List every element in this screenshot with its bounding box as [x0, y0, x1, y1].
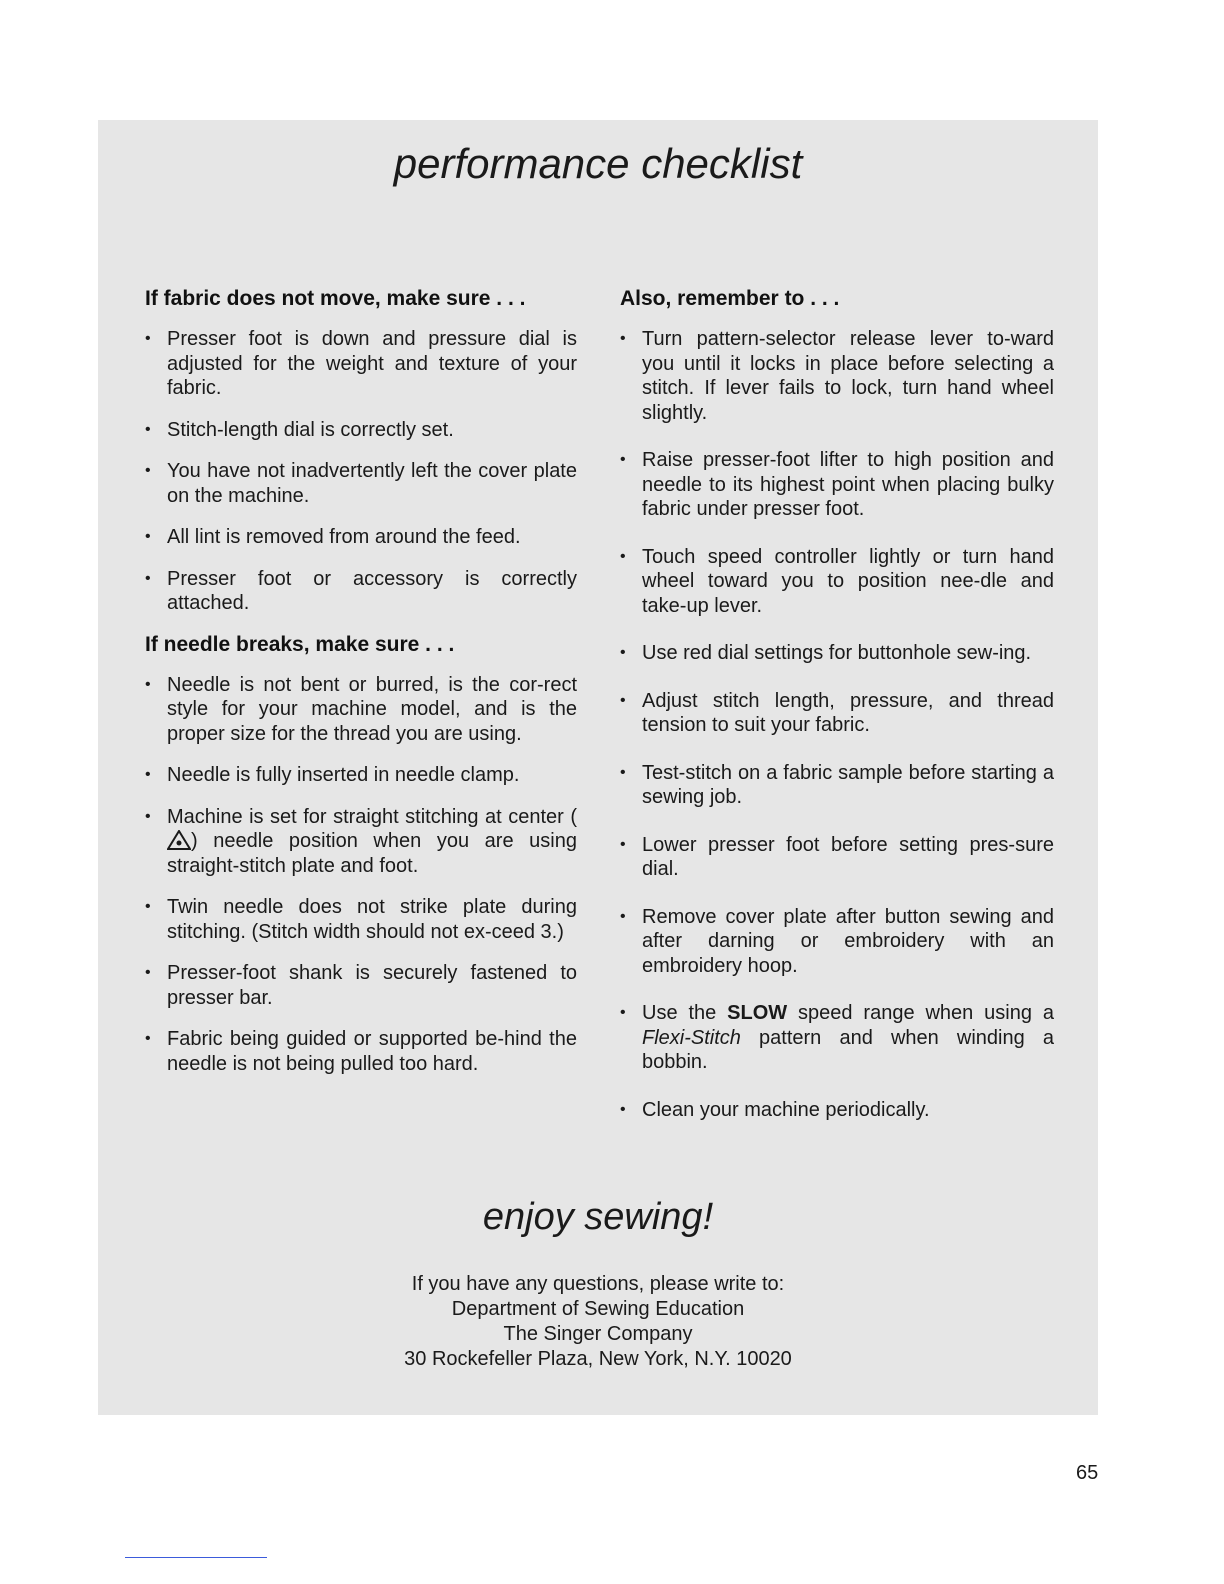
bullet: •: [620, 547, 626, 565]
list-item: • Use red dial settings for buttonhole sew-ing.: [620, 642, 1032, 664]
list-item: • Turn pattern-selector release lever to-ward you until it locks in place before selecting a stitch. If lever fails to lock, turn hand wheel slightly.: [620, 328, 1054, 424]
list-item: • Needle is fully inserted in needle clamp.: [145, 764, 520, 786]
bullet: •: [620, 1100, 626, 1118]
bullet: •: [620, 907, 626, 925]
list-item: • Presser foot or accessory is correctly attached.: [145, 567, 577, 614]
list-item: • Use the SLOW speed range when using a Flexi-Stitch pattern and when winding a bobbin.: [620, 1002, 1054, 1073]
list-item: • Remove cover plate after button sewing and after darning or embroidery with an embroidery hoop.: [620, 905, 1054, 977]
bullet: •: [620, 451, 626, 468]
list-item: • Raise presser-foot lifter to high position and needle to its highest point when placing bulky fabric under presser foot.: [620, 449, 1054, 520]
needle-position-triangle-icon: [167, 830, 191, 850]
list-item: • Lower presser foot before setting pres-sure dial.: [620, 833, 1054, 880]
footer-rule: [125, 1557, 267, 1558]
list-item: • Presser-foot shank is securely fastened to presser bar.: [145, 962, 577, 1009]
left-column: [145, 287, 577, 1093]
list-item: • Twin needle does not strike plate during stitching. (Stitch width should not ex-ceed 3.): [145, 896, 577, 943]
contact-line: 30 Rockefeller Plaza, New York, N.Y. 10020: [404, 1348, 792, 1370]
list-item: • Clean your machine periodically.: [620, 1098, 930, 1121]
fabric-list: [145, 327, 577, 616]
needle-list: [145, 673, 577, 1077]
bullet: •: [145, 766, 151, 783]
list-item: • Fabric being guided or supported be-hind the needle is not being pulled too hard.: [145, 1028, 577, 1075]
bullet: •: [620, 835, 626, 853]
flexi-stitch-label: Flexi-Stitch: [642, 1026, 741, 1049]
right-column: [620, 287, 1054, 1145]
slow-label: SLOW: [727, 1002, 788, 1024]
bullet: •: [620, 330, 626, 347]
contact-block: [98, 1272, 1098, 1372]
bullet: •: [620, 691, 626, 709]
list-item: • Touch speed controller lightly or turn hand wheel toward you to position nee-dle and take-up lever.: [620, 545, 1054, 617]
bullet: •: [145, 807, 151, 825]
contact-line: If you have any questions, please write to:: [411, 1273, 785, 1295]
enjoy-sewing-heading: enjoy sewing!: [482, 1196, 714, 1238]
heading-remember: Also, remember to . . .: [620, 287, 840, 310]
bullet: •: [145, 462, 151, 479]
list-item: • All lint is removed from around the feed.: [145, 526, 521, 548]
bullet: •: [145, 528, 151, 545]
bullet: •: [145, 898, 151, 915]
bullet: •: [145, 569, 151, 587]
bullet: •: [620, 1004, 626, 1021]
bullet: •: [145, 420, 151, 438]
bullet: •: [145, 964, 151, 981]
bullet: •: [145, 1030, 151, 1047]
list-item: • Stitch-length dial is correctly set.: [145, 418, 454, 441]
list-item: • Machine is set for straight stitching at center () needle position when you are using straight-stitch plate and foot.: [145, 805, 577, 877]
bullet: •: [620, 644, 626, 661]
page-title: performance checklist: [393, 140, 803, 187]
contact-line: Department of Sewing Education: [451, 1298, 745, 1320]
bullet: •: [145, 330, 151, 347]
heading-fabric: If fabric does not move, make sure . . .: [145, 287, 526, 310]
list-item: • Presser foot is down and pressure dial is adjusted for the weight and texture of your fabric.: [145, 328, 577, 399]
contact-line: The Singer Company: [503, 1323, 693, 1345]
list-item: • Needle is not bent or burred, is the cor-rect style for your machine model, and is the proper size for the thread you are using.: [145, 673, 577, 745]
page-number: 65: [1076, 1462, 1099, 1484]
bullet: •: [620, 763, 626, 781]
list-item: • Test-stitch on a fabric sample before starting a sewing job.: [620, 761, 1054, 808]
remember-list: [620, 327, 1054, 1122]
heading-needle: If needle breaks, make sure . . .: [145, 632, 455, 656]
list-item: • You have not inadvertently left the cover plate on the machine.: [145, 460, 577, 507]
list-item: • Adjust stitch length, pressure, and thread tension to suit your fabric.: [620, 689, 1054, 736]
bullet: •: [145, 675, 151, 693]
